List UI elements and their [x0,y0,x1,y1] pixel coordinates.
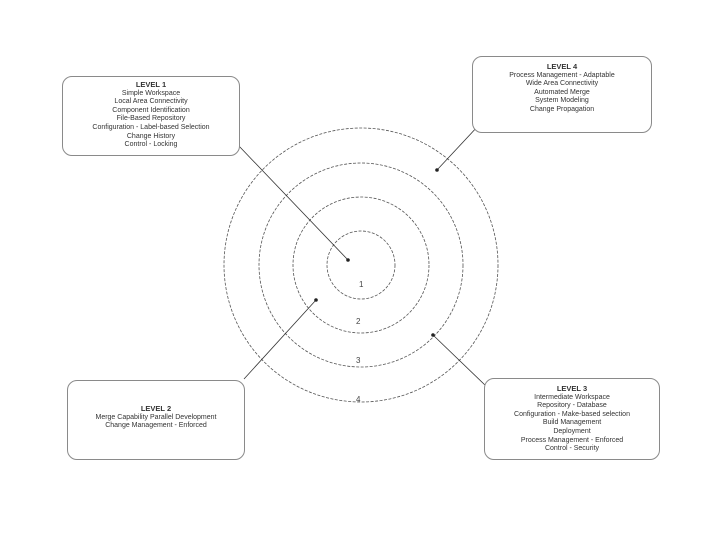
level-4-box [472,56,652,133]
level-3-box [484,378,660,460]
level-2-box [67,380,245,460]
level-3-item: Intermediate Workspace [534,393,610,401]
level-1-item: Component Identification [112,106,190,114]
connector-level-2 [244,300,316,379]
level-1-item: Control - Locking [124,141,178,149]
marker-level-1 [346,258,350,262]
ring-4 [224,128,498,402]
level-4-item: Wide Area Connectivity [525,80,599,88]
level-2-item: Change Management - Enforced [105,422,207,430]
level-1-item: Configuration - Label-based Selection [92,123,210,131]
level-1-item: File-Based Repository [116,115,186,123]
marker-level-2 [314,298,318,302]
level-4-item: Automated Merge [534,88,590,96]
level-3-item: Control - Security [544,445,600,453]
level-4-item: Change Propagation [529,105,595,113]
ring-label-4: 4 [356,395,361,404]
level-3-item: Configuration - Make-based selection [514,410,630,418]
level-1-item: Local Area Connectivity [114,98,188,106]
level-2-title: LEVEL 2 [140,404,172,413]
marker-level-4 [435,168,439,172]
level-3-item: Repository - Database [537,402,607,410]
level-4-item: Process Management - Adaptable [509,71,615,79]
level-4-item: System Modeling [535,97,589,105]
connector-level-3 [433,335,486,386]
ring-2 [293,197,429,333]
level-1-item: Simple Workspace [121,89,181,97]
level-3-title: LEVEL 3 [556,384,588,393]
level-1-item: Change History [126,132,176,140]
level-1-title: LEVEL 1 [135,80,167,89]
level-3-item: Build Management [542,419,602,427]
ring-label-3: 3 [356,356,361,365]
level-2-item: Merge Capability Parallel Development [95,413,217,421]
level-1-box [62,76,240,156]
connector-level-1 [238,145,348,260]
ring-label-2: 2 [356,317,361,326]
marker-level-3 [431,333,435,337]
level-3-item: Deployment [553,427,591,435]
level-3-item: Process Management - Enforced [520,436,624,444]
connector-level-4 [437,125,479,170]
level-4-title: LEVEL 4 [546,62,578,71]
ring-label-1: 1 [359,280,364,289]
